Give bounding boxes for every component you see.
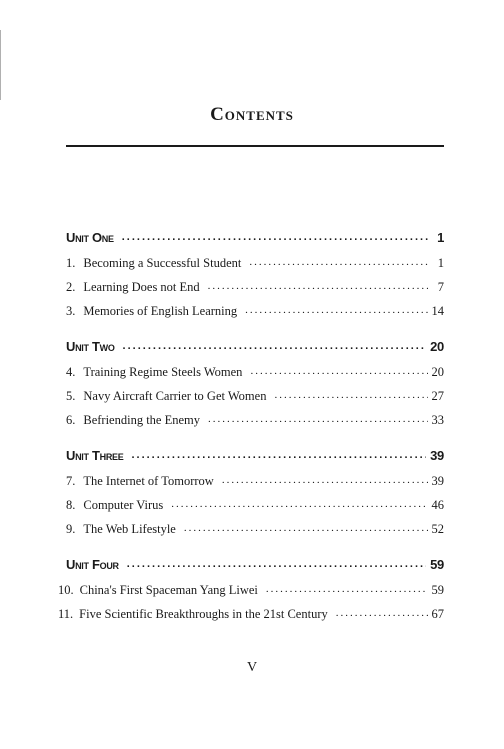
lesson-title: China's First Spaceman Yang Liwei [79, 583, 258, 597]
lesson-title: Navy Aircraft Carrier to Get Women [83, 389, 267, 403]
toc-entry[interactable] [58, 607, 444, 631]
toc-entry[interactable] [66, 389, 444, 413]
page-number: 46 [431, 498, 444, 512]
leader-dots [222, 472, 428, 487]
leader-dots [122, 228, 428, 243]
page-number: 20 [430, 339, 444, 354]
leader-dots [250, 363, 427, 378]
unit-heading[interactable] [66, 448, 444, 474]
toc-entry[interactable] [66, 304, 444, 328]
lesson-number: 7. [66, 474, 76, 488]
toc-entry[interactable] [66, 522, 444, 546]
leader-dots [123, 337, 427, 352]
leader-dots [274, 387, 427, 402]
unit-label: Unit Four [66, 557, 119, 572]
page-number: 67 [431, 607, 444, 621]
page-number: 59 [431, 583, 444, 597]
leader-dots [336, 605, 428, 620]
lesson-number: 10. [58, 583, 74, 597]
leader-dots [127, 555, 426, 570]
lesson-title: The Web Lifestyle [83, 522, 176, 536]
leader-dots [131, 446, 426, 461]
toc-entry[interactable] [66, 498, 444, 522]
lesson-title: Memories of English Learning [83, 304, 238, 318]
unit-heading[interactable] [66, 339, 444, 365]
page-number: 59 [430, 557, 444, 572]
unit-section [58, 557, 444, 631]
page-number: 39 [431, 474, 444, 488]
leader-dots [266, 581, 428, 596]
lesson-number: 2. [66, 280, 76, 294]
unit-section [66, 230, 444, 328]
lesson-title: Computer Virus [83, 498, 164, 512]
title-rule [66, 145, 444, 147]
page-number: 27 [431, 389, 444, 403]
unit-heading[interactable] [66, 230, 444, 256]
lesson-number: 11. [58, 607, 74, 621]
toc-entry[interactable] [66, 256, 444, 280]
lesson-number: 9. [66, 522, 76, 536]
page-number: 1 [437, 230, 444, 245]
lesson-title: Becoming a Successful Student [83, 256, 242, 270]
leader-dots [249, 254, 428, 269]
page-number: 52 [431, 522, 444, 536]
page-number: 1 [437, 256, 444, 270]
unit-heading[interactable] [66, 557, 444, 583]
page-title: Contents [210, 104, 294, 125]
toc-entry[interactable] [58, 583, 444, 607]
scan-edge-mark [0, 30, 1, 100]
lesson-number: 8. [66, 498, 76, 512]
lesson-number: 6. [66, 413, 76, 427]
lesson-title: Five Scientific Breakthroughs in the 21st Century [79, 607, 328, 621]
leader-dots [171, 496, 427, 511]
unit-label: Unit One [66, 230, 114, 245]
toc-entry[interactable] [66, 280, 444, 304]
page-number: 39 [430, 448, 444, 463]
leader-dots [208, 411, 427, 426]
lesson-title: Training Regime Steels Women [83, 365, 243, 379]
page-number: 14 [431, 304, 444, 318]
lesson-number: 1. [66, 256, 76, 270]
lesson-number: 4. [66, 365, 76, 379]
leader-dots [245, 302, 427, 317]
lesson-number: 3. [66, 304, 76, 318]
lesson-title: Learning Does not End [83, 280, 200, 294]
unit-section [66, 339, 444, 437]
page-folio: V [246, 660, 258, 675]
page-number: 33 [431, 413, 444, 427]
leader-dots [184, 520, 428, 535]
lesson-title: Befriending the Enemy [83, 413, 201, 427]
lesson-number: 5. [66, 389, 76, 403]
toc-entry[interactable] [66, 474, 444, 498]
table-of-contents [58, 230, 444, 642]
unit-label: Unit Two [66, 339, 115, 354]
toc-entry[interactable] [66, 413, 444, 437]
page-number: 20 [431, 365, 444, 379]
lesson-title: The Internet of Tomorrow [83, 474, 214, 488]
page-number: 7 [437, 280, 444, 294]
unit-section [66, 448, 444, 546]
leader-dots [208, 278, 428, 293]
unit-label: Unit Three [66, 448, 124, 463]
toc-entry[interactable] [66, 365, 444, 389]
